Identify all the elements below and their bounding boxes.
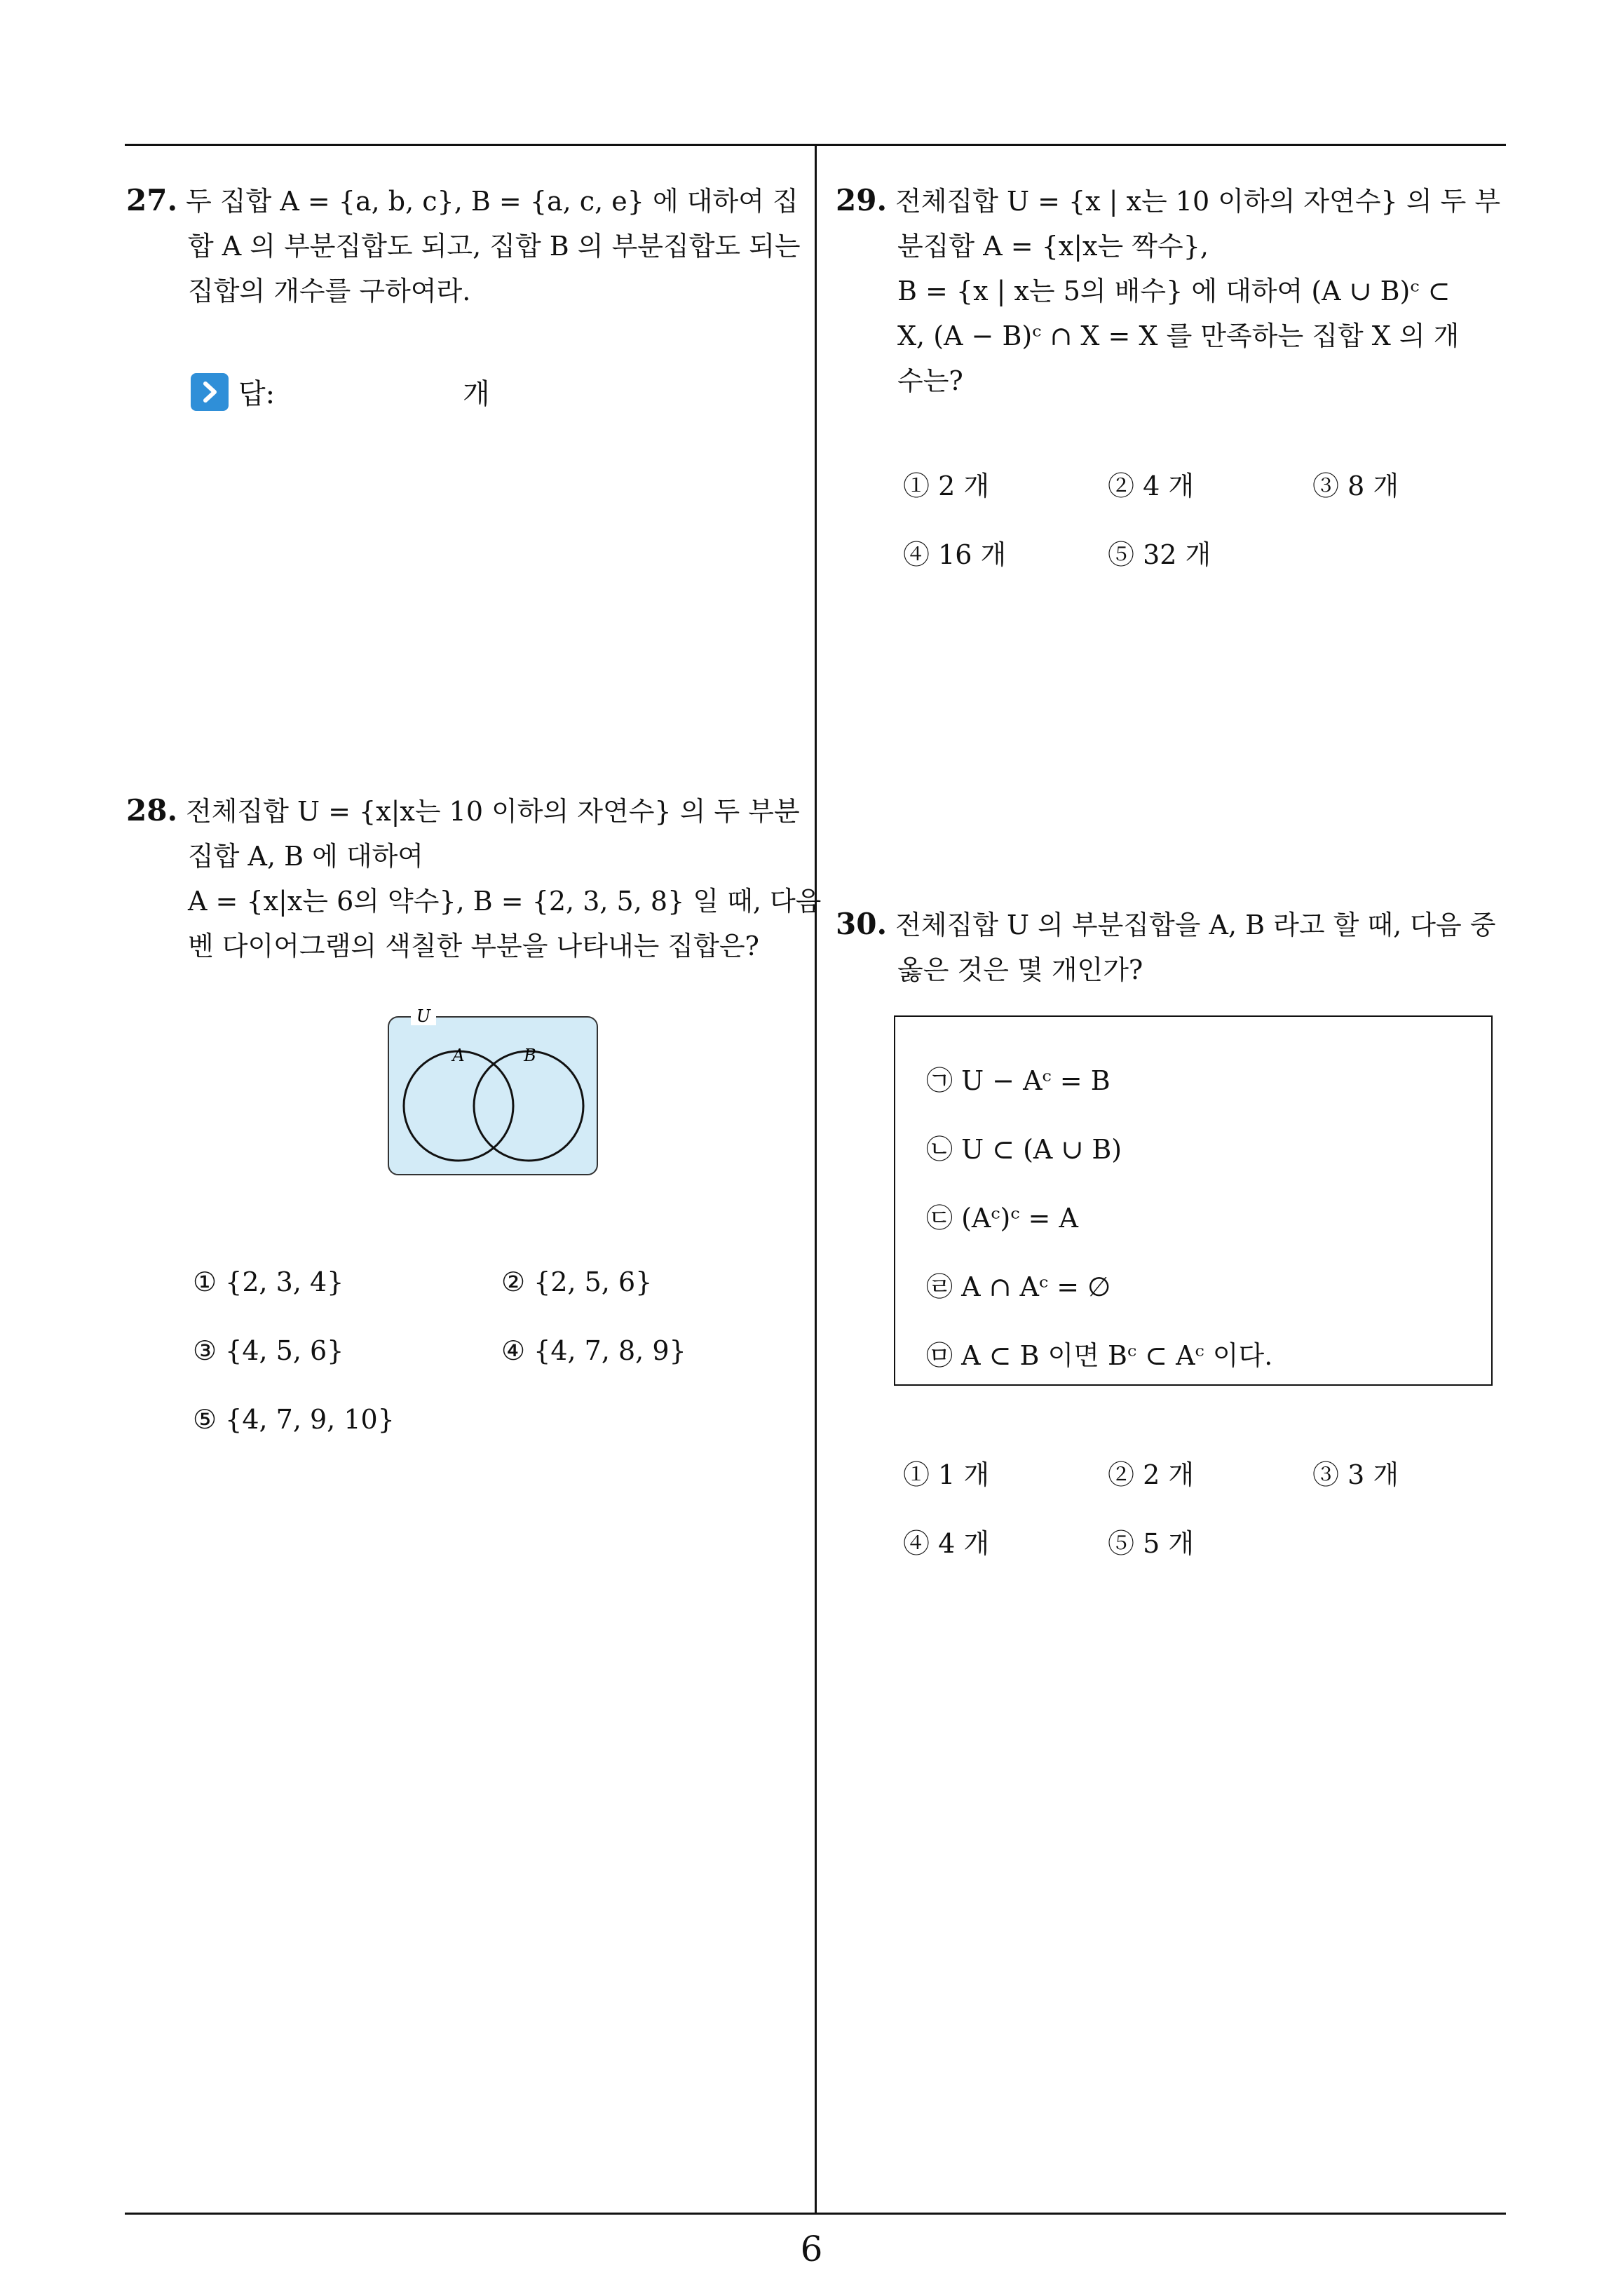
option-1[interactable]: ① {2, 3, 4} <box>193 1267 344 1297</box>
option-4[interactable]: ④ {4, 7, 8, 9} <box>501 1335 686 1366</box>
option-5[interactable]: ⑤ {4, 7, 9, 10} <box>193 1404 395 1435</box>
universal-set-box <box>388 1017 597 1175</box>
question-text-line: 두 집합 A = {a, b, c}, B = {a, c, e} 에 대하여 집 <box>186 186 799 217</box>
question-text-line: 집합 A, B 에 대하여 <box>188 841 424 872</box>
venn-label-b: B <box>524 1046 536 1065</box>
statement-box <box>894 1015 1493 1386</box>
option-1[interactable]: ① 1 개 <box>903 1459 990 1490</box>
question-text-line: 전체집합 U = {x|x는 10 이하의 자연수} 의 두 부분 <box>186 796 800 827</box>
question-number: 29. <box>836 183 888 217</box>
statement-item: ㉣ A ∩ Aᶜ = ∅ <box>926 1271 1111 1302</box>
venn-diagram <box>386 999 603 1182</box>
question-text-line: A = {x|x는 6의 약수}, B = {2, 3, 5, 8} 일 때, 다음 <box>188 886 822 917</box>
option-2[interactable]: ② 2 개 <box>1108 1459 1195 1490</box>
question-29 <box>836 178 1500 403</box>
question-text-line: 전체집합 U = {x | x는 10 이하의 자연수} 의 두 부 <box>895 186 1501 217</box>
answer-field[interactable] <box>191 372 275 412</box>
question-text-line: 옳은 것은 몇 개인가? <box>897 954 1143 985</box>
option-5[interactable]: ⑤ 32 개 <box>1108 539 1211 570</box>
venn-label-u: U <box>416 1006 431 1026</box>
statement-item: ㉤ A ⊂ B 이면 Bᶜ ⊂ Aᶜ 이다. <box>926 1340 1273 1371</box>
question-text-line: X, (A − B)ᶜ ∩ X = X 를 만족하는 집합 X 의 개 <box>897 320 1460 351</box>
question-27 <box>126 178 801 313</box>
option-3[interactable]: ③ 3 개 <box>1312 1459 1399 1490</box>
question-text-line: 분집합 A = {x|x는 짝수}, <box>897 231 1209 262</box>
column-divider <box>815 144 817 2215</box>
option-5[interactable]: ⑤ 5 개 <box>1108 1528 1195 1559</box>
statement-item: ㉢ (Aᶜ)ᶜ = A <box>926 1203 1078 1234</box>
venn-label-a: A <box>452 1046 465 1065</box>
option-4[interactable]: ④ 4 개 <box>903 1528 990 1559</box>
bottom-rule <box>125 2213 1506 2215</box>
question-text-line: 벤 다이어그램의 색칠한 부분을 나타내는 집합은? <box>188 931 759 961</box>
question-text-line: B = {x | x는 5의 배수} 에 대하여 (A ∪ B)ᶜ ⊂ <box>897 276 1451 306</box>
option-2[interactable]: ② 4 개 <box>1108 471 1195 501</box>
answer-unit: 개 <box>463 378 490 410</box>
option-3[interactable]: ③ 8 개 <box>1312 471 1399 501</box>
statement-item: ㉡ U ⊂ (A ∪ B) <box>926 1134 1122 1165</box>
question-text-line: 수는? <box>897 365 963 396</box>
option-3[interactable]: ③ {4, 5, 6} <box>193 1335 344 1366</box>
question-text-line: 전체집합 U 의 부분집합을 A, B 라고 할 때, 다음 중 <box>895 910 1496 940</box>
option-1[interactable]: ① 2 개 <box>903 471 990 501</box>
question-text-line: 합 A 의 부분집합도 되고, 집합 B 의 부분집합도 되는 <box>188 231 801 262</box>
statement-item: ㉠ U − Aᶜ = B <box>926 1065 1111 1096</box>
answer-label: 답: <box>238 378 276 410</box>
option-2[interactable]: ② {2, 5, 6} <box>501 1267 653 1297</box>
question-number: 28. <box>126 793 178 828</box>
question-number: 30. <box>836 907 888 941</box>
question-28 <box>126 788 821 968</box>
question-text-line: 집합의 개수를 구하여라. <box>188 276 471 306</box>
option-4[interactable]: ④ 16 개 <box>903 539 1007 570</box>
question-number: 27. <box>126 183 178 217</box>
question-30 <box>836 902 1495 992</box>
chevron-right-icon <box>191 373 229 411</box>
page-number: 6 <box>800 2229 823 2269</box>
